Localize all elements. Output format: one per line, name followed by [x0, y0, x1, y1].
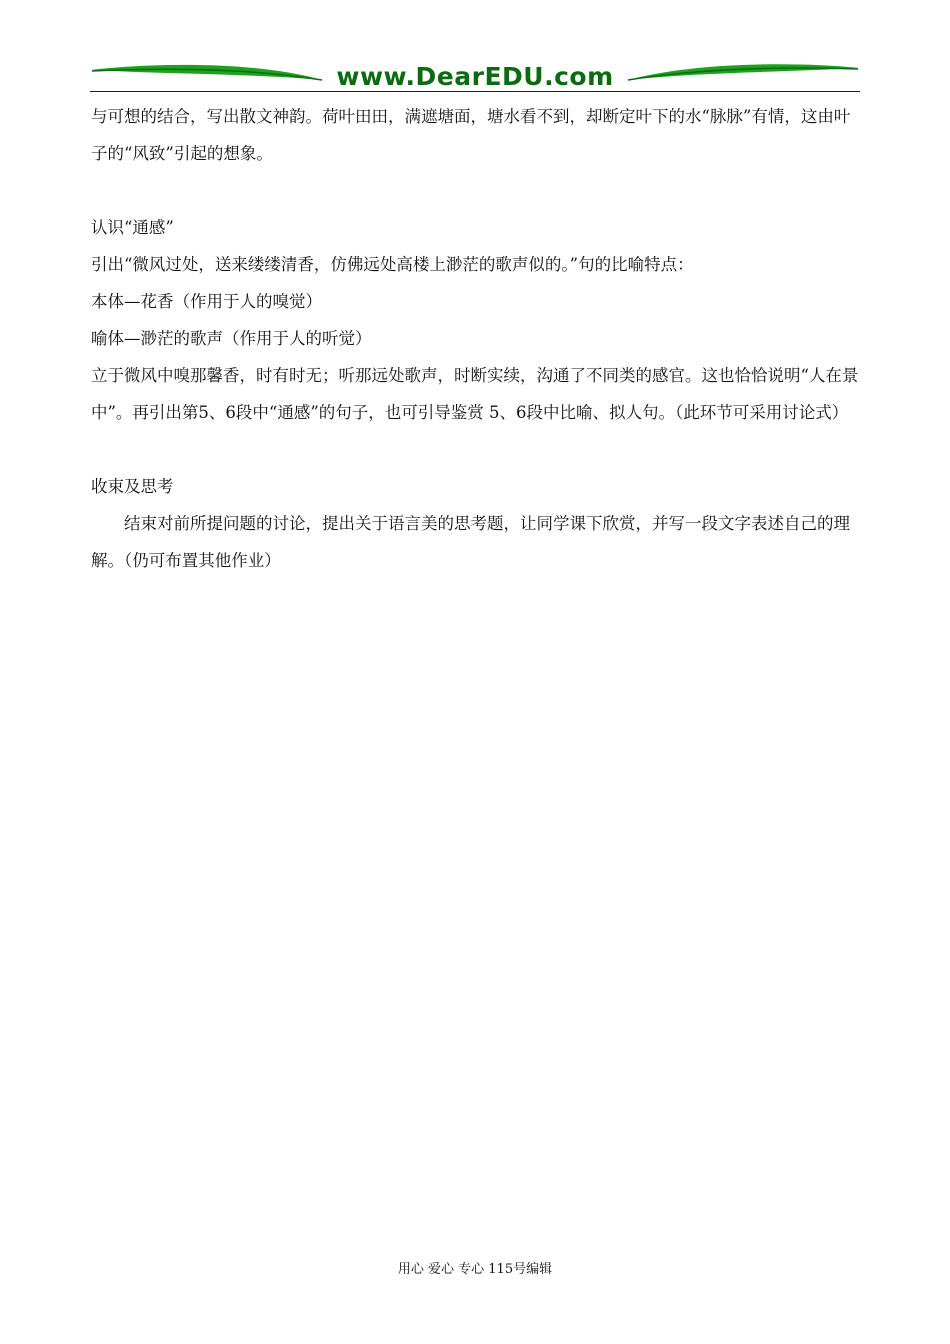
section-heading-synesthesia: 认识“通感” [91, 218, 174, 237]
section-heading-closing: 收束及思考 [91, 477, 174, 496]
page-header [90, 58, 860, 94]
header-divider [90, 91, 860, 92]
text-line: 本体—花香（作用于人的嗅觉） [91, 292, 322, 311]
site-logo-text: www.DearEDU.com [336, 62, 614, 91]
paragraph: 结束对前所提问题的讨论，提出关于语言美的思考题，让同学课下欣赏，并写一段文字表述自己的理解。（仍可布置其他作业） [91, 514, 850, 570]
paragraph: 立于微风中嗅那馨香，时有时无；听那远处歌声，时断实续，沟通了不同类的感官。这也恰恰说明“人在景中”。再引出第5、6段中“通感”的句子，也可引导鉴赏 5、6段中比喻、拟人句。（此环节可采用讨论式） [91, 366, 859, 422]
page-footer: 用心 爱心 专心 115号编辑 [397, 1262, 553, 1277]
document-body [91, 98, 861, 579]
text-line: 引出“微风过处，送来缕缕清香，仿佛远处高楼上渺茫的歌声似的。”句的比喻特点： [91, 255, 694, 274]
paragraph-continued: 与可想的结合，写出散文神韵。荷叶田田，满遮塘面，塘水看不到，却断定叶下的水“脉脉”有情，这由叶子的“风致”引起的想象。 [91, 107, 851, 163]
text-line: 喻体—渺茫的歌声（作用于人的听觉） [91, 329, 372, 348]
blank-line [91, 172, 861, 209]
blank-line [91, 431, 861, 468]
